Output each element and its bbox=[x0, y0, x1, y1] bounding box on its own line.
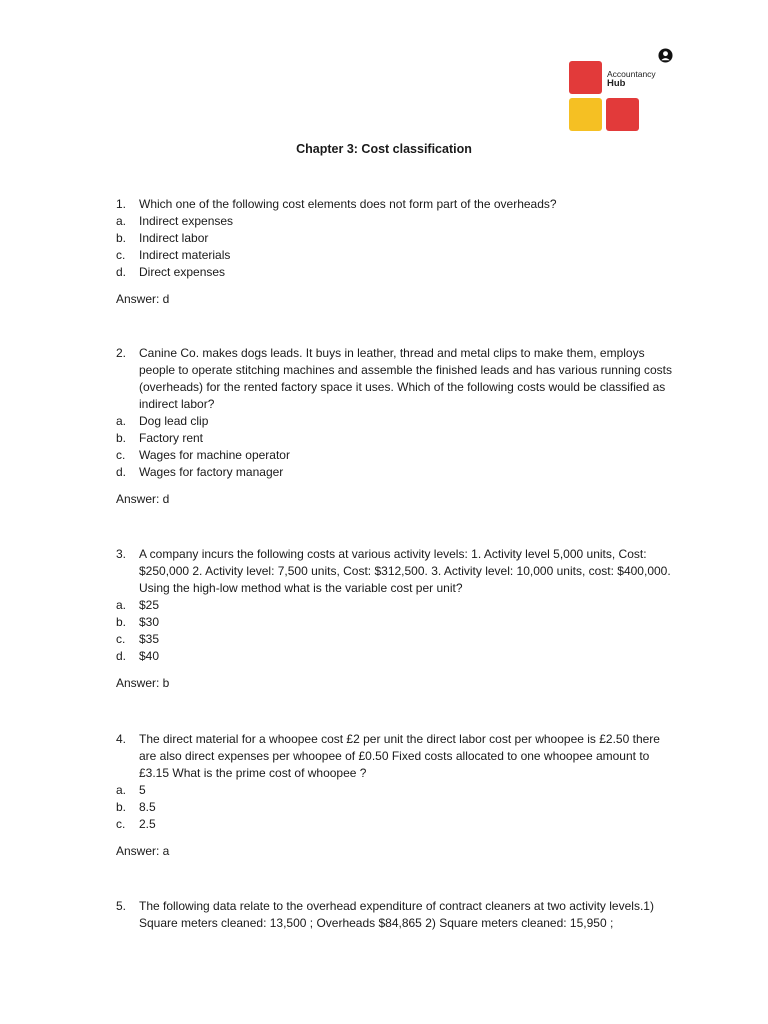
option-label: a. bbox=[116, 783, 127, 797]
question-text: The direct material for a whoopee cost £2 per unit the direct labor cost per whoopee is £2.50 there are also direct expenses per whoopee of £0.50 Fixed costs allocated to one whoopee amount to £3.15 What is the prime cost of whoopee ? bbox=[139, 732, 660, 780]
option-label: a. bbox=[116, 598, 127, 612]
question-2 bbox=[116, 345, 676, 508]
option-text: $30 bbox=[139, 615, 160, 629]
option-text: 2.5 bbox=[139, 817, 156, 831]
logo-square-red-bottom bbox=[606, 98, 639, 131]
option-text: Wages for machine operator bbox=[139, 448, 290, 462]
question-number: 1. bbox=[116, 197, 127, 211]
option-d bbox=[116, 648, 676, 665]
option-a bbox=[116, 213, 676, 230]
logo-line1: Accountancy bbox=[607, 69, 656, 79]
option-text: Dog lead clip bbox=[139, 414, 209, 428]
option-label: b. bbox=[116, 800, 127, 814]
option-b bbox=[116, 230, 676, 247]
logo-line2: Hub bbox=[607, 78, 626, 89]
question-stem bbox=[116, 345, 676, 413]
chapter-title: Chapter 3: Cost classification bbox=[296, 142, 472, 156]
option-c bbox=[116, 247, 676, 264]
option-a bbox=[116, 782, 676, 799]
option-label: b. bbox=[116, 615, 127, 629]
answer: Answer: d bbox=[116, 492, 170, 506]
option-text: 5 bbox=[139, 783, 146, 797]
option-d bbox=[116, 464, 676, 481]
option-label: c. bbox=[116, 448, 126, 462]
option-label: d. bbox=[116, 265, 127, 279]
option-text: Indirect materials bbox=[139, 248, 231, 262]
option-text: 8.5 bbox=[139, 800, 156, 814]
option-c bbox=[116, 631, 676, 648]
question-1 bbox=[116, 196, 676, 308]
question-number: 5. bbox=[116, 899, 127, 913]
option-text: Direct expenses bbox=[139, 265, 226, 279]
option-label: a. bbox=[116, 414, 127, 428]
question-stem bbox=[116, 731, 676, 782]
answer: Answer: b bbox=[116, 676, 170, 690]
logo-square-red-top bbox=[569, 61, 602, 94]
option-text: $40 bbox=[139, 649, 160, 663]
option-c bbox=[116, 447, 676, 464]
option-a bbox=[116, 597, 676, 614]
option-d bbox=[116, 264, 676, 281]
question-4 bbox=[116, 731, 676, 860]
option-text: Wages for factory manager bbox=[139, 465, 284, 479]
question-number: 4. bbox=[116, 732, 127, 746]
question-stem bbox=[116, 898, 676, 932]
option-a bbox=[116, 413, 676, 430]
answer: Answer: d bbox=[116, 292, 170, 306]
logo-text bbox=[607, 69, 656, 89]
user-icon bbox=[658, 48, 673, 63]
option-c bbox=[116, 816, 676, 833]
question-text: The following data relate to the overhead expenditure of contract cleaners at two activity levels.1) Square meters cleaned: 13,500 ; Overheads $84,865 2) Square meters cleaned: 15,950 ; bbox=[139, 899, 654, 930]
option-text: Factory rent bbox=[139, 431, 204, 445]
option-label: c. bbox=[116, 817, 126, 831]
question-number: 3. bbox=[116, 547, 127, 561]
option-label: b. bbox=[116, 431, 127, 445]
question-3 bbox=[116, 546, 676, 692]
option-label: c. bbox=[116, 632, 126, 646]
answer: Answer: a bbox=[116, 844, 170, 858]
accountancy-hub-logo bbox=[569, 61, 656, 131]
option-label: d. bbox=[116, 465, 127, 479]
option-label: c. bbox=[116, 248, 126, 262]
question-text: Which one of the following cost elements does not form part of the overheads? bbox=[139, 197, 557, 211]
option-label: d. bbox=[116, 649, 127, 663]
option-text: $25 bbox=[139, 598, 160, 612]
option-text: $35 bbox=[139, 632, 160, 646]
option-label: b. bbox=[116, 231, 127, 245]
question-stem bbox=[116, 546, 676, 597]
question-5 bbox=[116, 898, 676, 932]
question-text: A company incurs the following costs at various activity levels: 1. Activity level 5,000 units, Cost: $250,000 2. Activity level: 7,500 units, Cost: $312,500. 3. Activity level: 10,000 units, cost: $400,000. Using the high-low method what is the variable cost per unit? bbox=[139, 547, 671, 595]
option-b bbox=[116, 614, 676, 631]
logo-square-yellow bbox=[569, 98, 602, 131]
option-b bbox=[116, 799, 676, 816]
question-number: 2. bbox=[116, 346, 127, 360]
option-text: Indirect expenses bbox=[139, 214, 234, 228]
option-b bbox=[116, 430, 676, 447]
option-text: Indirect labor bbox=[139, 231, 209, 245]
question-text: Canine Co. makes dogs leads. It buys in leather, thread and metal clips to make them, employs people to operate stitching machines and assemble the finished leads and has various running costs (overheads) for the rented factory space it uses. Which of the following costs would be classified as indirect labor? bbox=[139, 346, 672, 411]
question-stem bbox=[116, 196, 676, 213]
option-label: a. bbox=[116, 214, 127, 228]
